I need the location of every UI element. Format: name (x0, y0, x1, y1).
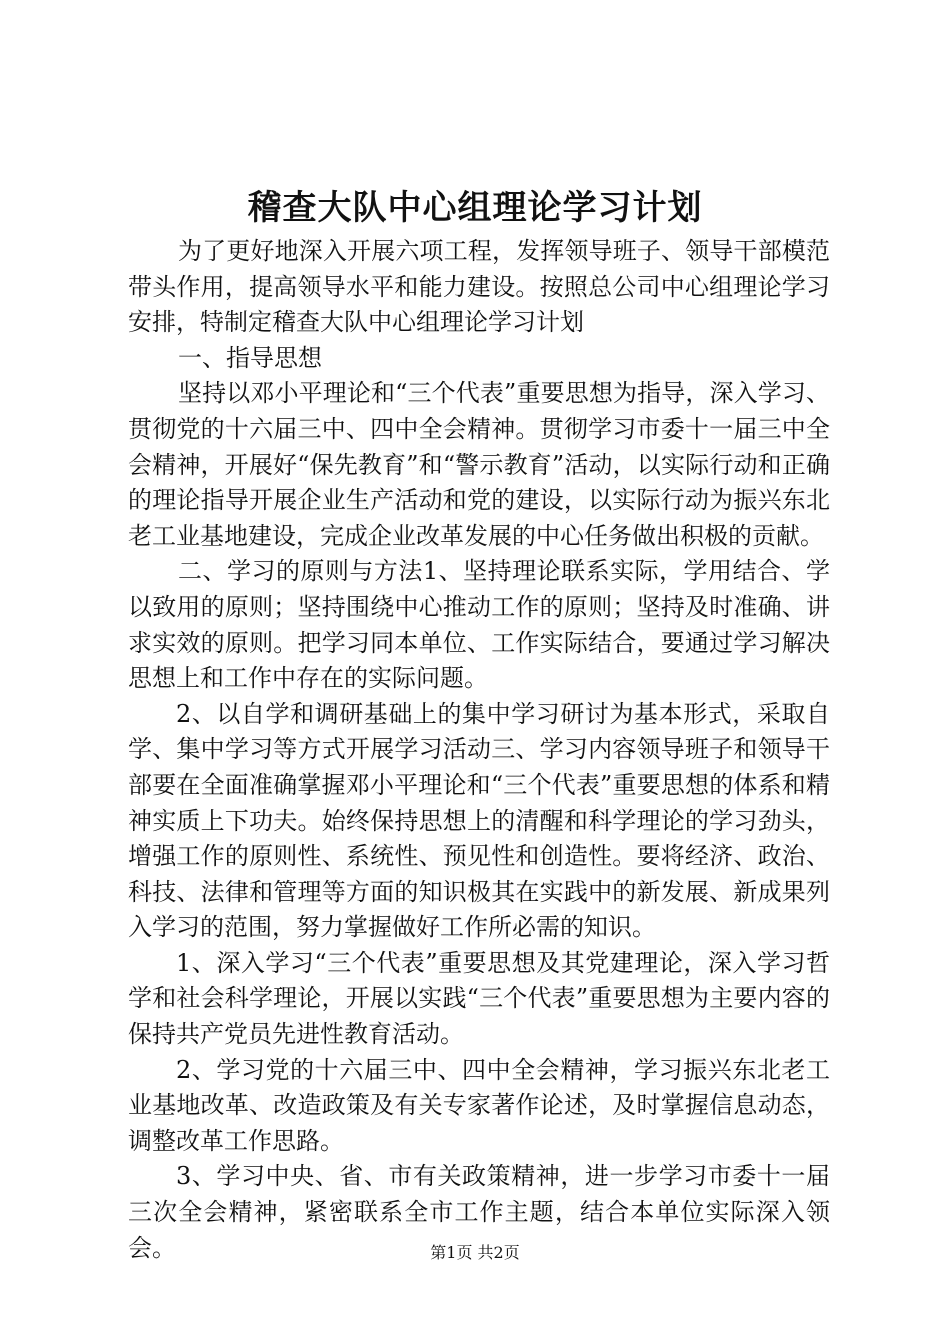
content-item-1: 1、深入学习“三个代表”重要思想及其党建理论，深入学习哲学和社会科学理论，开展以实践“三个代表”重要思想为主要内容的保持共产党员先进性教育活动。 (128, 948, 830, 1049)
document-title: 稽查大队中心组理论学习计划 (247, 188, 703, 228)
document-body (128, 234, 830, 1266)
section-heading-guiding-thought: 一、指导思想 (178, 343, 322, 372)
study-form-content-paragraph: 2、以自学和调研基础上的集中学习研讨为基本形式，采取自学、集中学习等方式开展学习活动三、学习内容领导班子和领导干部要在全面准确掌握邓小平理论和“三个代表”重要思想的体系和精神实质上下功夫。始终保持思想上的清醒和科学理论的学习劲头，增强工作的原则性、系统性、预见性和创造性。要将经济、政治、科技、法律和管理等方面的知识极其在实践中的新发展、新成果列入学习的范围，努力掌握做好工作所必需的知识。 (128, 699, 830, 942)
principles-methods-paragraph: 二、学习的原则与方法1、坚持理论联系实际，学用结合、学以致用的原则；坚持围绕中心推动工作的原则；坚持及时准确、讲求实效的原则。把学习同本单位、工作实际结合，要通过学习解决思想上和工作中存在的实际问题。 (128, 557, 830, 693)
content-item-2: 2、学习党的十六届三中、四中全会精神，学习振兴东北老工业基地改革、改造政策及有关专家著作论述，及时掌握信息动态，调整改革工作思路。 (128, 1055, 830, 1155)
page-indicator: 第1页 共2页 (430, 1243, 520, 1262)
intro-paragraph: 为了更好地深入开展六项工程，发挥领导班子、领导干部模范带头作用，提高领导水平和能力建设。按照总公司中心组理论学习安排，特制定稽查大队中心组理论学习计划 (128, 237, 830, 337)
guiding-thought-paragraph: 坚持以邓小平理论和“三个代表”重要思想为指导，深入学习、贯彻党的十六届三中、四中全会精神。贯彻学习市委十一届三中全会精神，开展好“保先教育”和“警示教育”活动，以实际行动和正确的理论指导开展企业生产活动和党的建设，以实际行动为振兴东北老工业基地建设，完成企业改革发展的中心任务做出积极的贡献。 (128, 379, 830, 550)
content-item-3: 3、学习中央、省、市有关政策精神，进一步学习市委十一届三次全会精神，紧密联系全市工作主题，结合本单位实际深入领会。 (128, 1162, 830, 1262)
